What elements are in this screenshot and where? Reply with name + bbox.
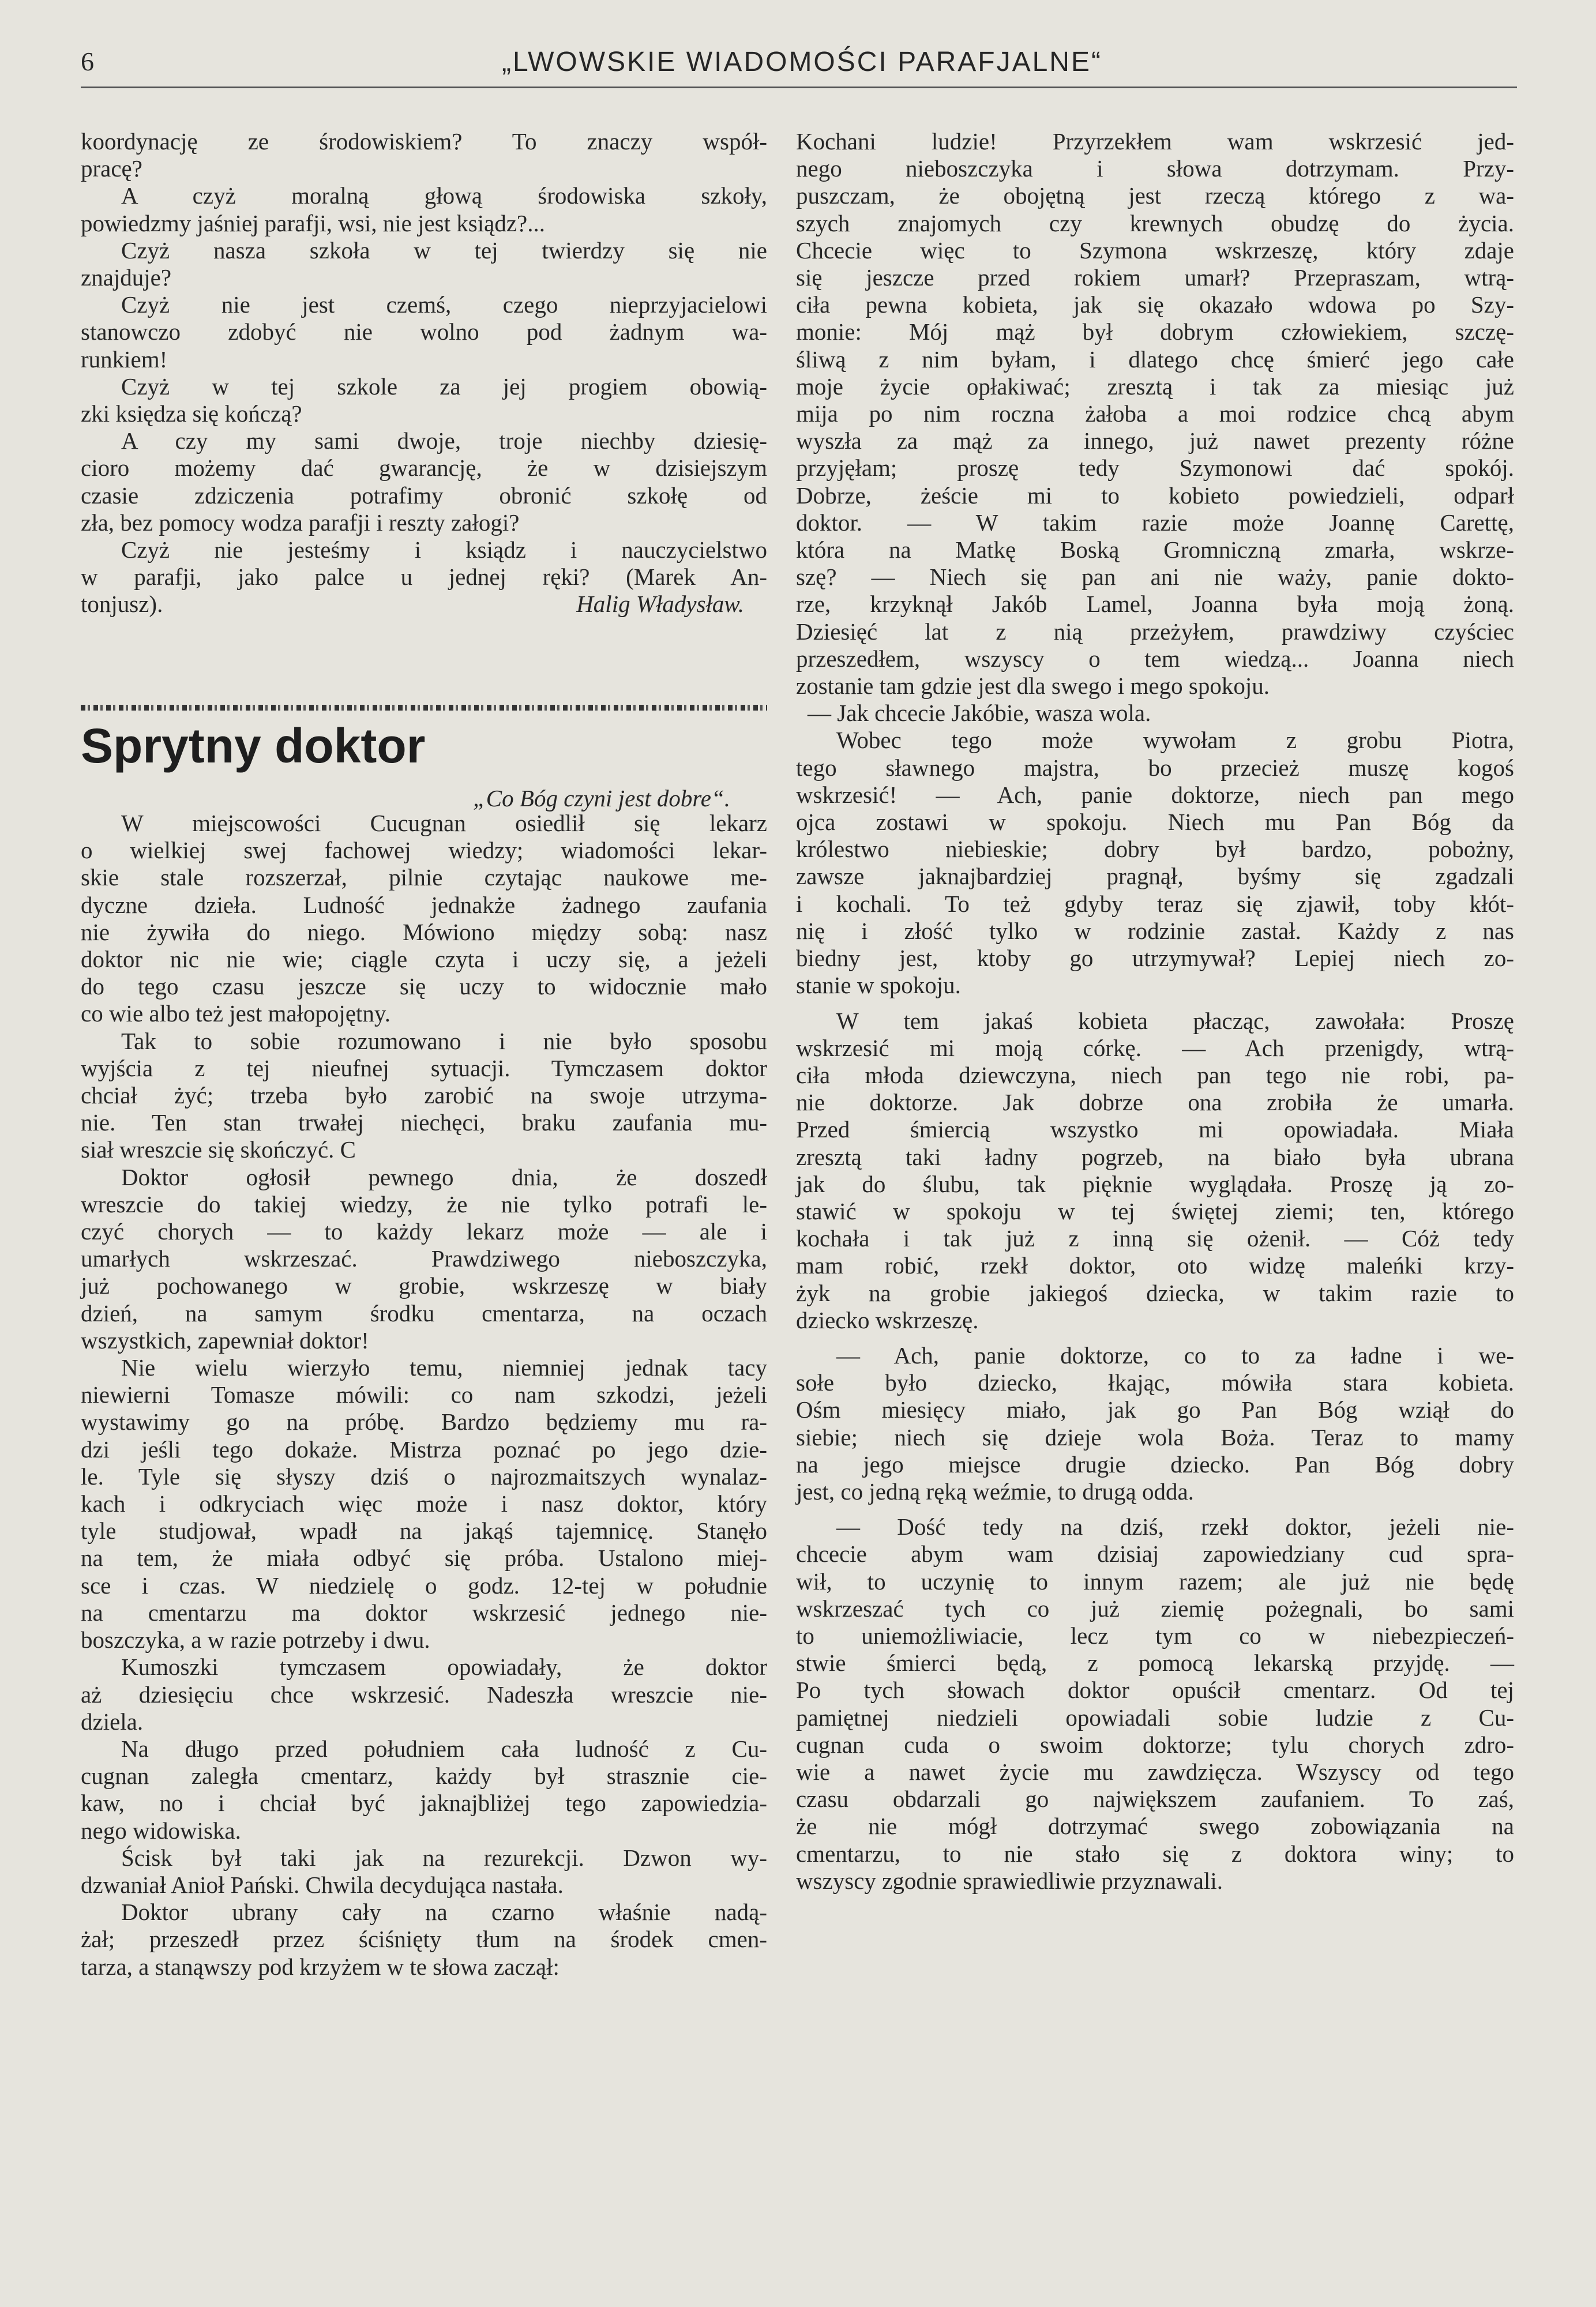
text-line: znajduje? <box>81 264 172 291</box>
article-title: Sprytny doktor <box>81 719 426 773</box>
text-line: cugnan zaległa cmentarz, każdy był strasznie cie- <box>81 1763 767 1790</box>
text-line: tarza, a stanąwszy pod krzyżem w te słowa zaczął: <box>81 1953 559 1980</box>
text-line: wystawimy go na próbę. Bardzo będziemy mu ra- <box>81 1408 767 1436</box>
text-line: się jeszcze przed rokiem umarł? Przepraszam, wtrą- <box>796 264 1514 291</box>
text-line: szych znajomych czy krewnych obudzę do życia. <box>796 209 1514 236</box>
paragraph <box>796 1008 1514 1334</box>
text-line: dyczne dzieła. Ludność jednakże żadnego zaufania <box>81 891 767 918</box>
text-line: Dziesięć lat z nią przeżyłem, prawdziwy czyściec <box>796 618 1514 645</box>
text-line: na jego miejsce drugie dziecko. Pan Bóg dobry <box>796 1451 1514 1478</box>
paragraph <box>81 1844 767 1899</box>
text-line: dziecko wskrzeszę. <box>796 1306 979 1333</box>
text-line: mam robić, rzekł doktor, oto widzę maleńki krzy- <box>796 1252 1514 1279</box>
text-line: na cmentarzu ma doktor wskrzesić jednego nie- <box>81 1599 767 1626</box>
text-line: zostanie tam gdzie jest dla swego i mego spokoju. <box>796 672 1270 700</box>
text-line: stanie w spokoju. <box>796 972 961 999</box>
text-line: A czyż moralną głową środowiska szkoły, <box>121 182 767 209</box>
text-line: chciał żyć; trzeba było zarobić na swoje utrzyma- <box>81 1082 767 1109</box>
text-line: Na długo przed południem cała ludność z Cu- <box>121 1735 767 1762</box>
text-line: zki księdza się kończą? <box>81 400 302 427</box>
text-line: nego widowiska. <box>81 1817 241 1844</box>
paragraph <box>796 727 1514 999</box>
ornamental-divider <box>81 705 767 711</box>
text-line: Kumoszki tymczasem opowiadały, że doktor <box>121 1654 767 1681</box>
article-epigraph: „Co Bóg czyni jest dobre“. <box>473 785 731 811</box>
text-line: dzwaniał Anioł Pański. Chwila decydująca nastała. <box>81 1871 564 1898</box>
text-line: nie. Ten stan trwałej niechęci, braku zaufania mu- <box>81 1109 767 1136</box>
paragraph <box>796 1342 1514 1505</box>
text-line: — Jak chcecie Jakóbie, wasza wola. <box>808 700 1151 727</box>
text-line: co wie albo też jest małopojętny. <box>81 1000 391 1027</box>
text-line: wszyscy zgodnie sprawiedliwie przyznawali. <box>796 1867 1223 1894</box>
text-line: ciła młoda dziewczyna, niech pan tego nie robi, pa- <box>796 1061 1514 1088</box>
text-line: Doktor ogłosił pewnego dnia, że doszedł <box>121 1163 767 1190</box>
text-line: w parafji, jako palce u jednej ręki? (Marek An- <box>81 563 767 591</box>
text-line: ciła pewna kobieta, jak się okazało wdowa po Szy- <box>796 291 1514 318</box>
text-line: zawsze jaknajbardziej pragnął, byśmy się zgadzali <box>796 863 1514 890</box>
text-line: kaw, no i chciał być jaknajbliżej tego zapowiedzia- <box>81 1790 767 1817</box>
text-line: skie stale rozszerzał, pilnie czytając naukowe me- <box>81 864 767 891</box>
text-line: cmentarzu, to nie stało się z doktora winy; to <box>796 1840 1514 1867</box>
text-line: o wielkiej swej fachowej wiedzy; wiadomości lekar- <box>81 837 767 864</box>
text-line: stawić w spokoju w tej świętej ziemi; ten, którego <box>796 1197 1514 1224</box>
text-line: cioro możemy dać gwarancję, że w dzisiejszym <box>81 454 767 482</box>
text-line: czasu obdarzali go największem zaufaniem. To zaś, <box>796 1786 1514 1813</box>
text-line: przyjęłam; proszę tedy Szymonowi dać spokój. <box>796 454 1514 482</box>
paragraph <box>81 237 767 291</box>
text-line: aż dziesięciu chce wskrzesić. Nadeszła wreszcie nie- <box>81 1681 767 1708</box>
text-line: tyle studjował, wpadł na jakąś tajemnicę. Stanęło <box>81 1517 767 1545</box>
text-line: W miejscowości Cucugnan osiedlił się lekarz <box>121 810 767 836</box>
text-line: moje życie opłakiwać; zresztą i tak za miesiąc już <box>796 373 1514 400</box>
paragraph <box>81 291 767 373</box>
text-line: nie żywiła do niego. Mówiono między sobą: nasz <box>81 918 767 945</box>
text-line: wie a nawet życie mu zawdzięcza. Wszyscy od tego <box>796 1758 1514 1785</box>
text-line: kach i odkryciach więc może i nasz doktor, który <box>81 1490 767 1517</box>
text-line: Tak to sobie rozumowano i nie było sposobu <box>121 1027 767 1054</box>
paragraph <box>81 373 767 427</box>
text-line: runkiem! <box>81 345 168 373</box>
paragraph <box>796 700 1514 727</box>
text-line: nego nieboszczyka i słowa dotrzymam. Przy- <box>796 155 1514 182</box>
text-line: Nie wielu wierzyło temu, niemniej jednak tacy <box>121 1354 767 1381</box>
text-line: żyk na grobie jakiegoś dziecka, w takim razie to <box>796 1279 1514 1306</box>
text-line: że nie mógł dotrzymać swego zobowiązania na <box>796 1813 1514 1840</box>
text-line: wszystkich, zapewniał doktor! <box>81 1327 369 1354</box>
text-line: monie: Mój mąż był dobrym człowiekiem, szczę- <box>796 318 1514 345</box>
text-line: wyjścia z tej nieufnej sytuacji. Tymczasem doktor <box>81 1054 767 1081</box>
text-line: pracę? <box>81 155 142 182</box>
paragraph <box>81 810 767 1028</box>
text-line: chcecie abym wam dzisiaj zapowiedziany cud spra- <box>796 1540 1514 1568</box>
text-line: tego sławnego majstra, bo przecież muszę kogoś <box>796 754 1514 781</box>
paragraph <box>81 1028 767 1164</box>
text-line: dzień, na samym środku cmentarza, na oczach <box>81 1299 767 1327</box>
paragraph <box>81 1654 767 1735</box>
text-line: Czyż nie jesteśmy i ksiądz i nauczycielstwo <box>121 536 767 563</box>
text-line: koordynację ze środowiskiem? To znaczy współ- <box>81 128 767 155</box>
author-signature: Halig Władysław. <box>576 591 744 618</box>
text-line: żał; przeszedł przez ściśnięty tłum na środek cmen- <box>81 1926 767 1953</box>
text-line: nie doktorze. Jak dobrze ona zrobiła że umarła. <box>796 1089 1514 1116</box>
text-line: zresztą taki ładny pogrzeb, na biało była ubrana <box>796 1143 1514 1170</box>
text-line: Wobec tego może wywołam z grobu Piotra, <box>836 727 1514 754</box>
text-line: która na Matkę Boską Gromniczną zmarła, wskrze- <box>796 536 1514 563</box>
text-line: le. Tyle się słyszy dziś o najrozmaitszych wynalaz- <box>81 1463 767 1490</box>
text-line: niewierni Tomasze mówili: co nam szkodzi, jeżeli <box>81 1381 767 1408</box>
paragraph <box>81 1164 767 1354</box>
text-line: Doktor ubrany cały na czarno właśnie nadą- <box>121 1899 767 1926</box>
text-line: powiedzmy jaśniej parafji, wsi, nie jest ksiądz?... <box>81 209 545 236</box>
text-line: biedny jest, ktoby go utrzymywał? Lepiej niech zo- <box>796 945 1514 972</box>
header-rule <box>81 87 1517 88</box>
text-line: wił, to uczynię to innym razem; ale już nie będę <box>796 1568 1514 1595</box>
text-line: A czy my sami dwoje, troje niechby dziesię- <box>121 427 767 454</box>
page-header <box>81 46 1517 87</box>
text-line: na tem, że miała odbyć się próba. Ustalono miej- <box>81 1545 767 1572</box>
paragraph <box>796 128 1514 700</box>
text-line: sołe było dziecko, łkając, mówiła stara kobieta. <box>796 1369 1514 1396</box>
publication-title: „LWOWSKIE WIADOMOŚCI PARAFJALNE“ <box>502 47 1102 77</box>
text-line: jak do ślubu, tak pięknie wyglądała. Proszę ją zo- <box>796 1170 1514 1197</box>
text-line: cugnan cuda o swoim doktorze; tylu chorych zdro- <box>796 1731 1514 1758</box>
text-line: wskrzesić mi moją córkę. — Ach przenigdy, wtrą- <box>796 1034 1514 1061</box>
text-line: rze, krzyknął Jakób Lamel, Joanna była moją żoną. <box>796 591 1514 618</box>
text-line: Przed śmiercią wszystko mi opowiadała. Miała <box>796 1116 1514 1143</box>
paragraph <box>81 1899 767 1981</box>
article-body-left <box>81 810 767 1981</box>
text-line: sce i czas. W niedzielę o godz. 12-tej w południe <box>81 1572 767 1599</box>
text-line: mija po nim roczna żałoba a moi rodzice chcą abym <box>796 400 1514 427</box>
text-line: kochała i tak już z inną się ożenił. — Cóż tedy <box>796 1225 1514 1252</box>
text-line: czasie zdziczenia potrafimy obronić szkołę od <box>81 482 767 509</box>
text-line: Czyż nie jest czemś, czego nieprzyjacielowi <box>121 291 767 318</box>
text-line: dzi jeśli tego dokaże. Mistrza poznać po jego dzie- <box>81 1436 767 1463</box>
article-body-right <box>796 128 1514 1895</box>
paragraph <box>796 1513 1514 1895</box>
text-line: Czyż w tej szkole za jej progiem obowią- <box>121 373 767 400</box>
paragraph <box>81 1354 767 1654</box>
text-line: W tem jakaś kobieta płacząc, zawołała: Proszę <box>836 1007 1514 1034</box>
text-line: wreszcie do takiej wiedzy, że nie tylko potrafi le- <box>81 1190 767 1218</box>
page-number: 6 <box>81 47 94 76</box>
text-line: szę? — Niech się pan ani nie waży, panie dokto- <box>796 563 1514 591</box>
text-line: — Ach, panie doktorze, co to za ładne i we- <box>836 1342 1514 1369</box>
text-line: Czyż nasza szkoła w tej twierdzy się nie <box>121 236 767 264</box>
text-line: zła, bez pomocy wodza parafji i reszty załogi? <box>81 509 520 536</box>
text-line: to uniemożliwiacie, lecz tym co w niebezpieczeń- <box>796 1622 1514 1649</box>
text-line: — Dość tedy na dziś, rzekł doktor, jeżeli nie- <box>836 1513 1514 1540</box>
text-line: boszczyka, a w razie potrzeby i dwu. <box>81 1626 430 1654</box>
text-line: do tego czasu jeszcze się uczy to widocznie mało <box>81 973 767 1000</box>
text-line: Ośm miesięcy miało, jak go Pan Bóg wziął do <box>796 1396 1514 1423</box>
paragraph <box>81 1735 767 1844</box>
text-line: siebie; niech się dzieje wola Boża. Teraz to mamy <box>796 1423 1514 1451</box>
closing-text: tonjusz). <box>81 591 163 618</box>
text-line: umarłych wskrzeszać. Prawdziwego nieboszczyka, <box>81 1245 767 1272</box>
text-line: ojca zostawi w spokoju. Niech mu Pan Bóg da <box>796 809 1514 836</box>
text-line: Kochani ludzie! Przyrzekłem wam wskrzesić jed- <box>796 128 1514 155</box>
paragraph <box>81 182 767 236</box>
text-line: Ścisk był taki jak na rezurekcji. Dzwon wy- <box>121 1844 767 1871</box>
text-line: stwie śmierci będą, z pomocą lekarską przyjdę. — <box>796 1650 1514 1677</box>
text-line: Dobrze, żeście mi to kobieto powiedzieli, odparł <box>796 482 1514 509</box>
text-line: czyć chorych — to każdy lekarz może — ale i <box>81 1218 767 1245</box>
previous-article-ending <box>81 128 767 618</box>
text-line: jest, co jedną ręką weźmie, to drugą odda. <box>796 1478 1194 1505</box>
text-line: Po tych słowach doktor opuścił cmentarz. Od tej <box>796 1677 1514 1704</box>
text-line: pamiętnej niedzieli opowiadali sobie ludzie z Cu- <box>796 1704 1514 1731</box>
text-line: już pochowanego w grobie, wskrzeszę w biały <box>81 1272 767 1299</box>
text-line: królestwo niebieskie; dobry był bardzo, pobożny, <box>796 836 1514 863</box>
text-line: stanowczo zdobyć nie wolno pod żadnym wa- <box>81 318 767 345</box>
text-line: doktor nic nie wie; ciągle czyta i uczy się, a jeżeli <box>81 946 767 973</box>
paragraph <box>81 427 767 536</box>
text-line: Chcecie więc to Szymona wskrzeszę, który zdaje <box>796 236 1514 264</box>
paragraph <box>81 536 767 618</box>
text-line: i kochali. To też gdyby teraz się zjawił, toby kłót- <box>796 890 1514 917</box>
text-line: puszczam, że obojętną jest rzeczą którego z wa- <box>796 182 1514 209</box>
text-line: siał wreszcie się skończyć. C <box>81 1136 356 1163</box>
text-line: wskrzesić! — Ach, panie doktorze, niech pan mego <box>796 781 1514 808</box>
text-line: śliwą z nim byłam, i dlatego chcę śmierć jego całe <box>796 345 1514 373</box>
paragraph <box>81 128 767 182</box>
text-line: wskrzeszać tych co już ziemię pożegnali, bo sami <box>796 1595 1514 1622</box>
text-line: dziela. <box>81 1708 144 1735</box>
text-line: przeszedłem, wszyscy o tem wiedzą... Joanna niech <box>796 645 1514 672</box>
text-line: wyszła za mąż za innego, już nawet prezenty różne <box>796 427 1514 454</box>
text-line: doktor. — W takim razie może Joannę Carettę, <box>796 509 1514 536</box>
signature-line <box>81 591 767 618</box>
text-line: nię i złość tylko w rodzinie zastał. Każdy z nas <box>796 917 1514 944</box>
